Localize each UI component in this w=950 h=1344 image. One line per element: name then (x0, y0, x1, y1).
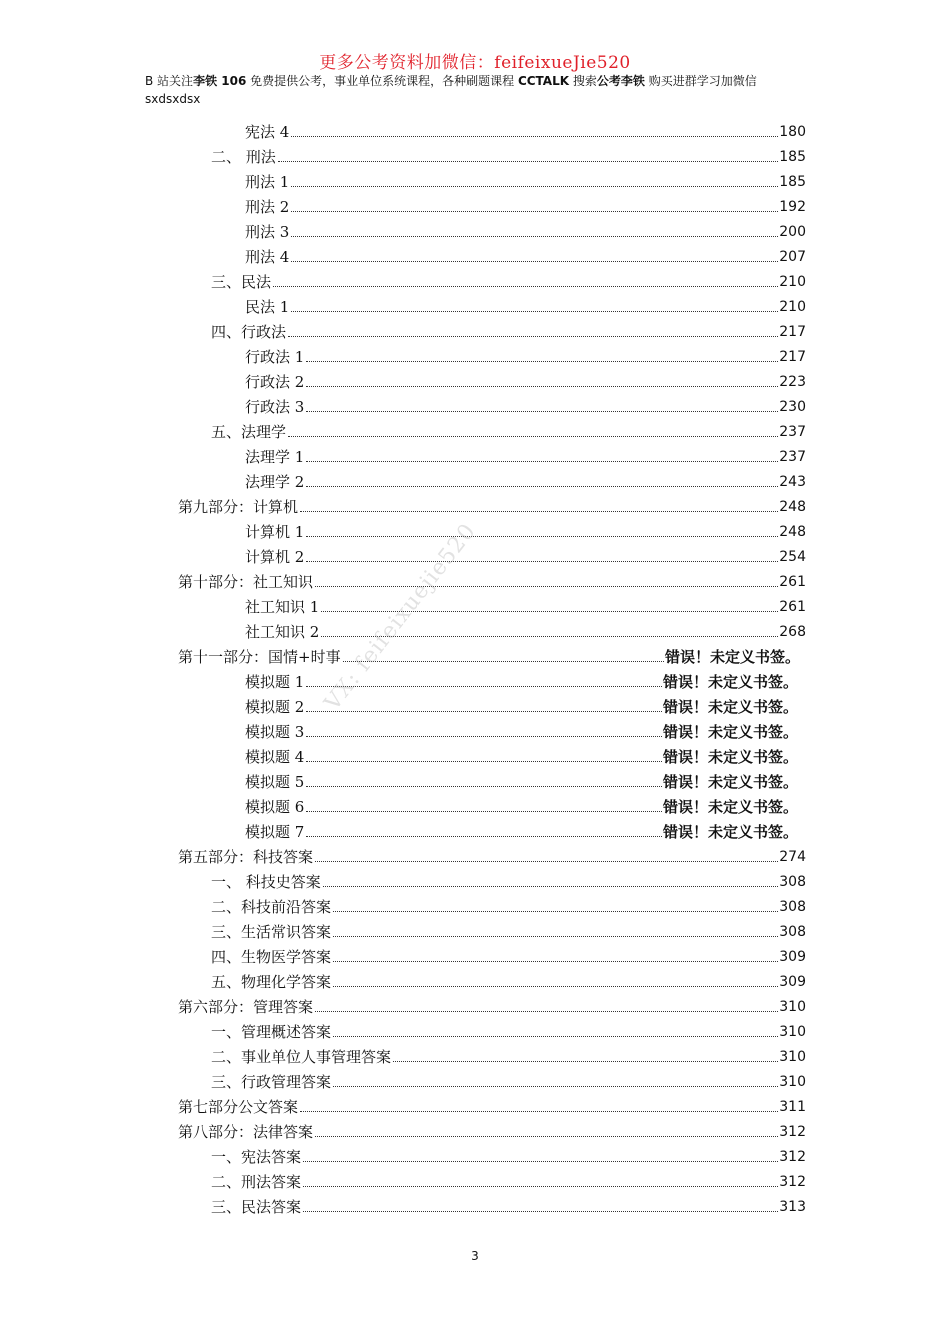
notice-bold: CCTALK (517, 74, 570, 88)
leader-dots (333, 911, 778, 912)
leader-dots (291, 211, 778, 212)
toc-label: 五、法理学 (211, 423, 287, 441)
toc-page-error: 错误！未定义书签。 (662, 823, 798, 841)
toc-entry[interactable] (211, 267, 806, 291)
leader-dots (278, 161, 778, 162)
toc-entry[interactable] (178, 1092, 806, 1116)
toc-label: 刑法 3 (245, 223, 290, 241)
toc-entry[interactable] (245, 467, 806, 491)
toc-page: 308 (779, 924, 806, 940)
toc-label: 三、生活常识答案 (211, 923, 332, 941)
leader-dots (343, 661, 664, 662)
toc-label: 第九部分：计算机 (178, 498, 299, 516)
toc-entry[interactable] (211, 142, 806, 166)
toc-page: 192 (779, 199, 806, 215)
toc-entry[interactable] (211, 1142, 806, 1166)
toc-page: 312 (779, 1124, 806, 1140)
leader-dots (306, 836, 662, 837)
toc-entry[interactable] (178, 1117, 806, 1141)
toc-page: 217 (779, 349, 806, 365)
leader-dots (306, 361, 778, 362)
toc-page: 223 (779, 374, 806, 390)
notice-text: 搜索 (569, 74, 597, 88)
leader-dots (306, 786, 662, 787)
leader-dots (303, 1211, 778, 1212)
toc-entry[interactable] (211, 1192, 806, 1216)
toc-label: 三、民法 (211, 273, 272, 291)
toc-label: 行政法 2 (245, 373, 305, 391)
toc-entry[interactable] (245, 767, 798, 791)
toc-label: 一、管理概述答案 (211, 1023, 332, 1041)
leader-dots (306, 461, 778, 462)
leader-dots (306, 736, 662, 737)
toc-page: 308 (779, 899, 806, 915)
toc-page: 261 (779, 599, 806, 615)
toc-page: 311 (779, 1099, 806, 1115)
toc-label: 三、行政管理答案 (211, 1073, 332, 1091)
toc-entry[interactable] (211, 317, 806, 341)
leader-dots (333, 1036, 778, 1037)
toc-label: 模拟题 4 (245, 748, 305, 766)
toc-label: 第十部分：社工知识 (178, 573, 314, 591)
toc-label: 社工知识 2 (245, 623, 320, 641)
toc-entry[interactable] (245, 792, 798, 816)
toc-label: 二、事业单位人事管理答案 (211, 1048, 392, 1066)
leader-dots (306, 811, 662, 812)
leader-dots (303, 1161, 778, 1162)
leader-dots (291, 261, 778, 262)
toc-page: 210 (779, 274, 806, 290)
toc-page: 237 (779, 449, 806, 465)
toc-page: 254 (779, 549, 806, 565)
toc-label: 法理学 1 (245, 448, 305, 466)
leader-dots (288, 336, 778, 337)
leader-dots (300, 511, 778, 512)
page-number: 3 (471, 1249, 479, 1263)
toc-label: 模拟题 3 (245, 723, 305, 741)
toc-label: 民法 1 (245, 298, 290, 316)
toc-page: 261 (779, 574, 806, 590)
toc-label: 模拟题 2 (245, 698, 305, 716)
leader-dots (288, 436, 778, 437)
toc-entry[interactable] (245, 167, 806, 191)
toc-label: 四、行政法 (211, 323, 287, 341)
leader-dots (306, 486, 778, 487)
leader-dots (315, 1136, 778, 1137)
toc-page: 248 (779, 499, 806, 515)
leader-dots (306, 411, 778, 412)
toc-label: 第五部分：科技答案 (178, 848, 314, 866)
toc-page-error: 错误！未定义书签。 (662, 723, 798, 741)
leader-dots (306, 536, 778, 537)
toc-label: 计算机 2 (245, 548, 305, 566)
toc-page: 310 (779, 1024, 806, 1040)
leader-dots (315, 861, 778, 862)
toc-entry[interactable] (211, 1017, 806, 1041)
toc-page-error: 错误！未定义书签。 (662, 673, 798, 691)
leader-dots (323, 886, 778, 887)
leader-dots (333, 936, 778, 937)
toc-label: 二、科技前沿答案 (211, 898, 332, 916)
promo-notice (145, 72, 805, 108)
toc-page: 274 (779, 849, 806, 865)
toc-label: 刑法 2 (245, 198, 290, 216)
toc-entry[interactable] (245, 292, 806, 316)
toc-page: 243 (779, 474, 806, 490)
toc-page: 200 (779, 224, 806, 240)
toc-entry[interactable] (178, 642, 800, 666)
toc-page: 309 (779, 974, 806, 990)
toc-page: 210 (779, 299, 806, 315)
toc-page: 313 (779, 1199, 806, 1215)
notice-bold: 李铁 106 (193, 74, 247, 88)
toc-entry[interactable] (211, 1042, 806, 1066)
toc-label: 刑法 1 (245, 173, 290, 191)
toc-entry[interactable] (245, 542, 806, 566)
toc-label: 模拟题 5 (245, 773, 305, 791)
toc-page-error: 错误！未定义书签。 (662, 798, 798, 816)
leader-dots (291, 311, 778, 312)
toc-entry[interactable] (211, 967, 806, 991)
leader-dots (393, 1061, 778, 1062)
toc-label: 第十一部分：国情+时事 (178, 648, 341, 666)
toc-entry[interactable] (245, 392, 806, 416)
leader-dots (306, 561, 778, 562)
toc-page: 268 (779, 624, 806, 640)
toc-entry[interactable] (211, 892, 806, 916)
notice-text: 购买进群学习加微信 sxdsxdsx (145, 74, 757, 106)
toc-entry[interactable] (211, 1167, 806, 1191)
toc-page: 185 (779, 149, 806, 165)
leader-dots (315, 1011, 778, 1012)
toc-entry[interactable] (245, 442, 806, 466)
toc-label: 行政法 1 (245, 348, 305, 366)
leader-dots (273, 286, 778, 287)
leader-dots (333, 1086, 778, 1087)
toc-page: 217 (779, 324, 806, 340)
toc-label: 社工知识 1 (245, 598, 320, 616)
toc-page: 312 (779, 1174, 806, 1190)
toc-page: 185 (779, 174, 806, 190)
toc-label: 二、刑法答案 (211, 1173, 302, 1191)
toc-entry[interactable] (245, 192, 806, 216)
toc-entry[interactable] (211, 417, 806, 441)
toc-entry[interactable] (245, 517, 806, 541)
toc-entry[interactable] (245, 367, 806, 391)
toc-page-error: 错误！未定义书签。 (662, 698, 798, 716)
leader-dots (306, 386, 778, 387)
toc-label: 二、 刑法 (211, 148, 276, 166)
toc-label: 第八部分：法律答案 (178, 1123, 314, 1141)
leader-dots (291, 236, 778, 237)
toc-entry[interactable] (245, 717, 798, 741)
toc-label: 第七部分公文答案 (178, 1098, 299, 1116)
toc-entry[interactable] (211, 942, 806, 966)
toc-label: 行政法 3 (245, 398, 305, 416)
toc-page: 309 (779, 949, 806, 965)
toc-page-error: 错误！未定义书签。 (662, 748, 798, 766)
toc-page-error: 错误！未定义书签。 (662, 773, 798, 791)
toc-page: 237 (779, 424, 806, 440)
leader-dots (300, 1111, 778, 1112)
toc-page: 207 (779, 249, 806, 265)
toc-label: 五、物理化学答案 (211, 973, 332, 991)
toc-entry[interactable] (245, 342, 806, 366)
toc-label: 一、 科技史答案 (211, 873, 321, 891)
leader-dots (306, 711, 662, 712)
toc-page: 312 (779, 1149, 806, 1165)
toc-entry[interactable] (178, 492, 806, 516)
toc-entry[interactable] (211, 867, 806, 891)
toc-entry[interactable] (245, 217, 806, 241)
toc-entry[interactable] (211, 917, 806, 941)
toc-page: 230 (779, 399, 806, 415)
toc-entry[interactable] (178, 992, 806, 1016)
toc-label: 四、生物医学答案 (211, 948, 332, 966)
leader-dots (291, 186, 778, 187)
toc-entry[interactable] (245, 117, 806, 141)
toc-entry[interactable] (245, 742, 798, 766)
toc-label: 三、民法答案 (211, 1198, 302, 1216)
toc-label: 宪法 4 (245, 123, 290, 141)
toc-entry[interactable] (245, 667, 798, 691)
leader-dots (315, 586, 778, 587)
toc-page: 180 (779, 124, 806, 140)
leader-dots (291, 136, 778, 137)
toc-label: 法理学 2 (245, 473, 305, 491)
toc-label: 第六部分：管理答案 (178, 998, 314, 1016)
wechat-banner: 更多公考资料加微信：feifeixueJie520 (319, 53, 631, 73)
leader-dots (303, 1186, 778, 1187)
toc-label: 计算机 1 (245, 523, 305, 541)
toc-label: 模拟题 6 (245, 798, 305, 816)
toc-page: 310 (779, 1074, 806, 1090)
toc-page: 308 (779, 874, 806, 890)
toc-label: 刑法 4 (245, 248, 290, 266)
notice-bold: 公考李铁 (596, 74, 645, 88)
toc-label: 模拟题 7 (245, 823, 305, 841)
toc-entry[interactable] (245, 817, 798, 841)
toc-entry[interactable] (178, 842, 806, 866)
leader-dots (333, 986, 778, 987)
toc-entry[interactable] (245, 592, 806, 616)
toc-entry[interactable] (245, 242, 806, 266)
toc-page: 248 (779, 524, 806, 540)
toc-entry[interactable] (245, 617, 806, 641)
toc-page: 310 (779, 1049, 806, 1065)
toc-label: 模拟题 1 (245, 673, 305, 691)
diagonal-watermark: VX: feifeixuejie520 (320, 518, 482, 716)
toc-page-error: 错误！未定义书签。 (664, 648, 800, 666)
toc-label: 一、宪法答案 (211, 1148, 302, 1166)
leader-dots (306, 761, 662, 762)
toc-page: 310 (779, 999, 806, 1015)
notice-text: 免费提供公考，事业单位系统课程，各种刷题课程 (246, 74, 518, 88)
notice-text: B 站关注 (145, 74, 194, 88)
toc-entry[interactable] (178, 567, 806, 591)
leader-dots (333, 961, 778, 962)
toc-entry[interactable] (211, 1067, 806, 1091)
